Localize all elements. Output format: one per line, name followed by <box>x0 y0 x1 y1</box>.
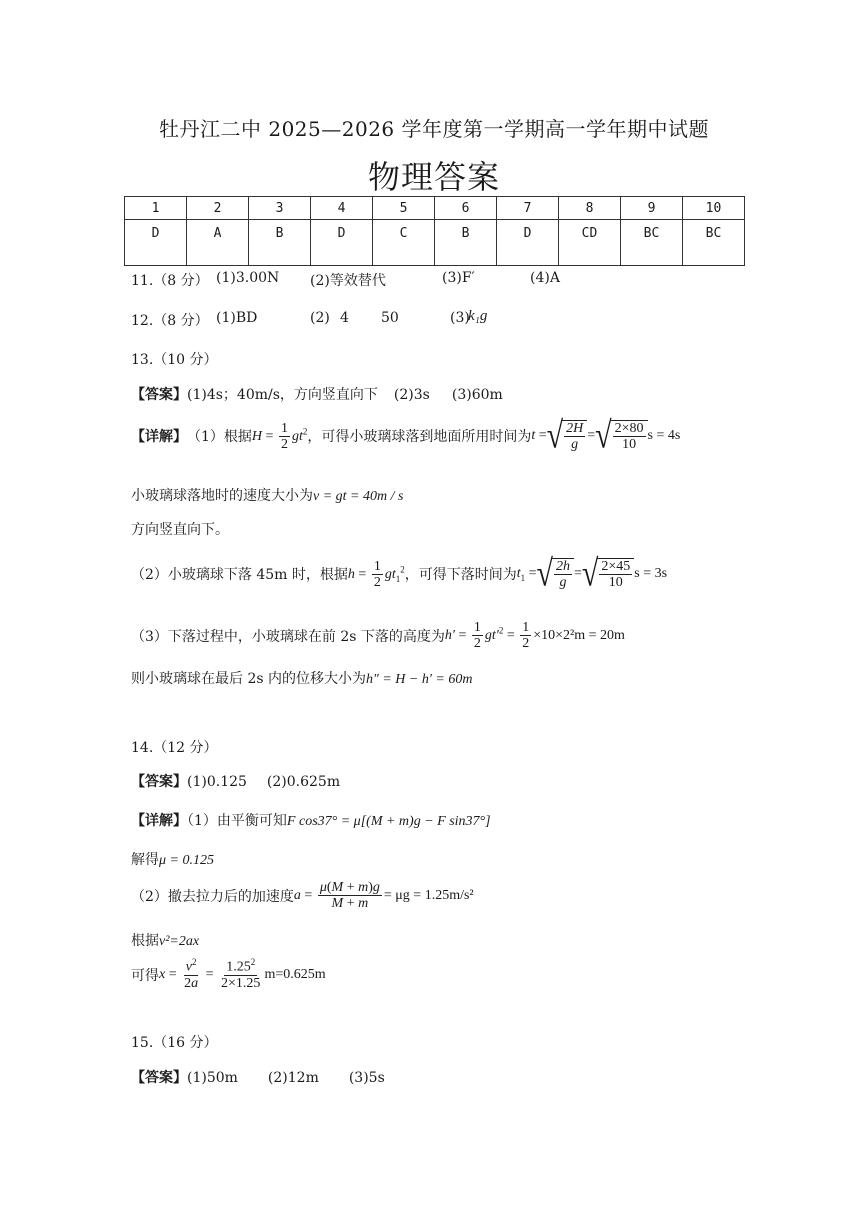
q14-formula-a: a = $\frac{\mu(M + m)g}{M + m}$ <box>293 880 380 912</box>
q15-label: 15.（16 分） <box>131 1035 218 1051</box>
answer-table-answer-cell: D <box>497 220 559 266</box>
q13-d3-end: ×10×2²m = 20m <box>533 627 625 643</box>
answer-table-answer-cell: BC <box>683 220 745 266</box>
q13-formula-t: t = <box>531 428 547 444</box>
q12-part-2: (2) <box>310 310 330 326</box>
answer-table-answer-cell: D <box>311 220 373 266</box>
q13-detail-3 <box>131 620 625 652</box>
answer-table-answer-row <box>125 220 745 266</box>
q11-part-2: (2)等效替代 <box>310 273 386 289</box>
q12-part-1: (1)BD <box>216 310 258 326</box>
q11-part-4: (4)A <box>530 270 560 286</box>
q15-answer-line <box>131 1067 385 1087</box>
q13-line-last-expr: h″ = H − h′ = 60m <box>366 672 473 687</box>
q13-d1-pre: （1）根据 <box>187 429 252 446</box>
q14-get-end: m=0.625m <box>264 966 326 982</box>
q14-basis-text: 根据 <box>131 933 159 949</box>
q13-line-last <box>131 668 472 688</box>
q14-detail-tag: 【详解】 <box>131 813 187 829</box>
q14-answer-line <box>131 771 340 791</box>
q13-d2-pre: （2）小玻璃球下落 45m 时，根据 <box>131 567 348 584</box>
q14-solve-expr: μ = 0.125 <box>159 853 214 868</box>
q14-get <box>131 958 326 991</box>
answer-table-answer-cell: A <box>187 220 249 266</box>
q13-formula-H: H = $\frac{1}{2}$ $gt^2$ <box>251 420 308 452</box>
q15-answer-1: (1)50m <box>187 1070 238 1086</box>
q13-detail-tag: 【详解】 <box>131 429 187 446</box>
answer-table-number-cell: 7 <box>497 197 559 220</box>
q11-label: 11.（8 分） <box>131 273 209 289</box>
q13-line-last-text: 则小玻璃球在最后 2s 内的位移大小为 <box>131 671 366 687</box>
q13-line-3: 方向竖直向下。 <box>131 522 229 538</box>
q13-line-2 <box>131 485 403 505</box>
answer-table-number-cell: 8 <box>559 197 621 220</box>
q14-d2-end: = μg = 1.25m/s² <box>383 887 474 903</box>
q14-d1-expr: F cos37° = μ[(M + m)g − F sin37°] <box>286 814 491 829</box>
answer-table-number-cell: 5 <box>373 197 435 220</box>
answer-table-number-cell: 1 <box>125 197 187 220</box>
answer-table-number-cell: 9 <box>621 197 683 220</box>
q14-detail-2 <box>131 880 474 912</box>
answer-table-answer-cell: D <box>125 220 187 266</box>
q13-answer-tag: 【答案】 <box>131 387 187 403</box>
q14-solve <box>131 849 214 869</box>
page-subtitle: 物理答案 <box>367 158 500 196</box>
q13-answer-line <box>131 384 503 404</box>
q13-d2-mid: ，可得下落时间为 <box>404 567 517 584</box>
q13-d1-mid: ，可得小玻璃球落到地面所用时间为 <box>307 429 532 446</box>
q12-part-3: (3) <box>450 310 470 326</box>
q15-answer-3: (3)5s <box>348 1070 385 1086</box>
answer-table-answer-cell: C <box>373 220 435 266</box>
answer-table <box>124 196 745 266</box>
q13-answer-3: (3)60m <box>451 387 503 403</box>
q14-d1: （1）由平衡可知 <box>187 813 287 829</box>
q13-line-2-expr: v = gt = 40m / s <box>313 489 404 504</box>
q14-answer-2: (2)0.625m <box>266 774 341 790</box>
q14-d2: （2）撤去拉力后的加速度 <box>131 888 294 905</box>
q11-part-3: (3)F′ <box>442 270 475 286</box>
q14-answer-1: (1)0.125 <box>187 774 247 790</box>
q14-detail-1 <box>131 810 491 830</box>
q14-solve-text: 解得 <box>131 852 159 868</box>
q13-formula-hprime: h′ = $\frac{1}{2}$ $gt'^2$ = $\frac{1}{2}$ <box>444 620 530 652</box>
q12-part-2b: 50 <box>381 310 399 326</box>
answer-table-number-cell: 2 <box>187 197 249 220</box>
answer-table-number-cell: 3 <box>249 197 311 220</box>
answer-table-number-cell: 4 <box>311 197 373 220</box>
answer-table-answer-cell: CD <box>559 220 621 266</box>
page-title: 牡丹江二中 2025—2026 学年度第一学期高一学年期中试题 <box>158 117 709 141</box>
q13-sqrt-1: √ $\frac{2H}{g}$ <box>547 420 588 453</box>
q14-basis-expr: v²=2ax <box>159 934 200 949</box>
q13-line-2-text: 小玻璃球落地时的速度大小为 <box>131 488 313 504</box>
q13-answer-2: (2)3s <box>393 387 430 403</box>
q14-formula-x: x = $\frac{v^2}{2a}$ = $\frac{1.25^2}{2\times 1.25}$ <box>159 957 261 992</box>
q15-answer-tag: 【答案】 <box>131 1070 187 1086</box>
q14-label: 14.（12 分） <box>131 740 218 756</box>
q12-label: 12.（8 分） <box>131 313 209 329</box>
answer-table-answer-cell: B <box>435 220 497 266</box>
answer-table-answer-cell: BC <box>621 220 683 266</box>
answer-table-number-row <box>125 197 745 220</box>
q13-sqrt-2: √ $\frac{2\times 80}{10}$ <box>595 420 647 453</box>
answer-table-answer-cell: B <box>249 220 311 266</box>
q13-detail-1: 【详解】 （1）根据 H = $\frac{1}{2}$ $gt^2$ ，可得小玻璃球落到地面所用时间为 t = √ $\frac{2H}{g}$ = √ $\frac{2\times 80}{10}$ s = 4s <box>131 415 681 457</box>
q15-answer-2: (2)12m <box>267 1070 319 1086</box>
answer-table-number-cell: 6 <box>435 197 497 220</box>
q11-part-1: (1)3.00N <box>216 270 280 286</box>
q13-sqrt-3: √ $\frac{2h}{g}$ <box>537 558 574 591</box>
answer-table-number-cell: 10 <box>683 197 745 220</box>
q13-d3-pre: （3）下落过程中，小玻璃球在前 2s 下落的高度为 <box>131 628 445 645</box>
q13-sqrt-4: √ $\frac{2\times 45}{10}$ <box>582 558 634 591</box>
q13-answer-1: (1)4s；40m/s，方向竖直向下 <box>187 387 378 403</box>
q14-basis <box>131 930 199 950</box>
q13-d1-end: s = 4s <box>647 428 681 444</box>
q13-formula-h: h = $\frac{1}{2}$ $gt_1^2$ <box>347 558 405 590</box>
q13-detail-2: （2）小玻璃球下落 45m 时，根据 h = $\frac{1}{2}$ $gt_1^2$ ，可得下落时间为 $t_1$ = √ $\frac{2h}{g}$ = √ $\frac{2\times 45}{10}$ s = 3s <box>131 553 668 595</box>
q14-get-text: 可得 <box>131 967 159 984</box>
q13-d2-end: s = 3s <box>634 566 668 582</box>
q12-part-3-expr: k₁g <box>468 308 488 324</box>
q13-label: 13.（10 分） <box>131 352 218 368</box>
q12-part-2a: 4 <box>340 310 349 326</box>
q14-answer-tag: 【答案】 <box>131 774 187 790</box>
